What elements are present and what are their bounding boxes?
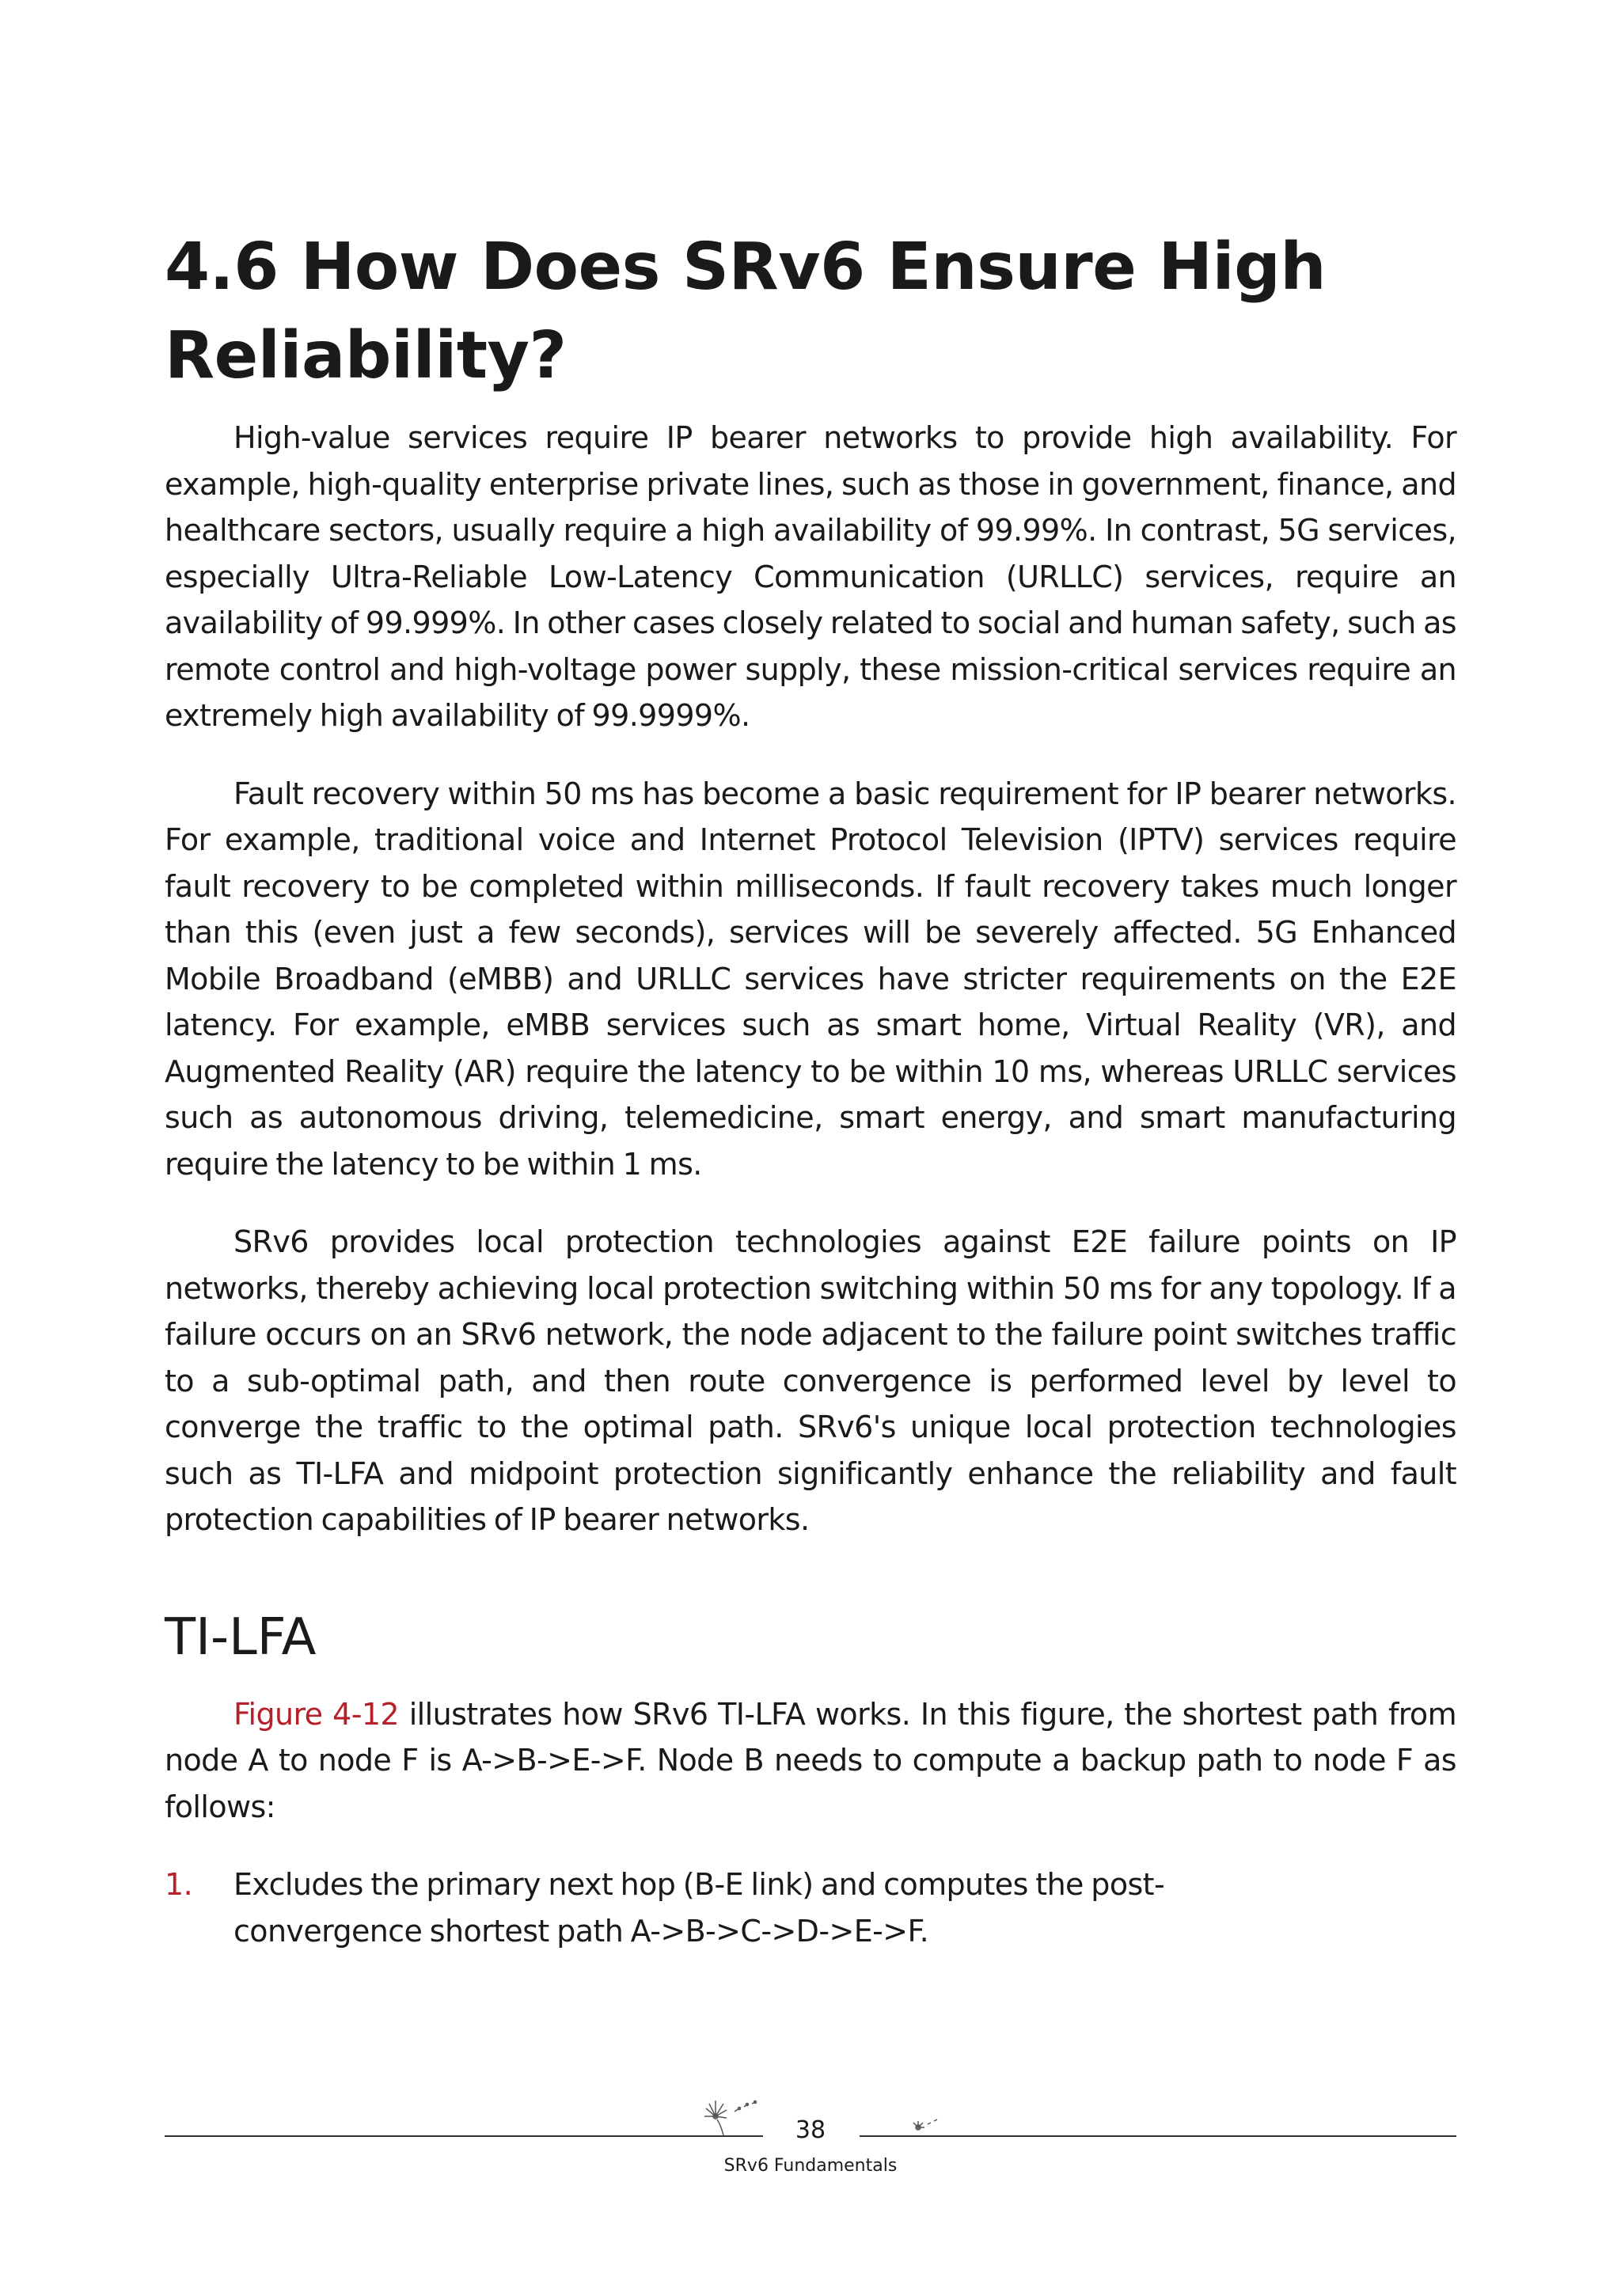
body-paragraph-ti-lfa-intro: [165, 1691, 1456, 1831]
list-item-text: Excludes the primary next hop (B-E link) and computes the post-convergence shortest path A->B->C->D->E->F.: [233, 1867, 1165, 1949]
page-number: 38: [795, 2116, 826, 2144]
body-paragraph-availability: High-value services require IP bearer networks to provide high availability. For example, high-quality enterprise private lines, such as those in government, finance, and healthcare sectors, usually require a high availability of 99.99%. In contrast, 5G services, especially Ultra-Reliable Low-Latency Communication (URLLC) services, require an availability of 99.999%. In other cases closely related to social and human safety, such as remote control and high-voltage power supply, these mission-critical services require an extremely high availability of 99.9999%.: [165, 420, 1456, 733]
page-title: 4.6 How Does SRv6 Ensure High Reliability?: [165, 230, 1327, 393]
intro-text: illustrates how SRv6 TI-LFA works. In this figure, the shortest path from node A to node F is A->B->E->F. Node B needs to compute a backup path to node F as follows:: [165, 1696, 1456, 1824]
list-item-number: 1.: [165, 1867, 193, 1902]
dandelion-icon: [700, 2097, 763, 2137]
dandelion-seed-icon: [910, 2115, 942, 2135]
body-paragraph-fault-recovery: Fault recovery within 50 ms has become a basic requirement for IP bearer networks. For example, traditional voice and Internet Protocol Television (IPTV) services require fault recovery to be completed within milliseconds. If fault recovery takes much longer than this (even just a few seconds), services will be severely affected. 5G Enhanced Mobile Broadband (eMBB) and URLLC services have stricter requirements on the E2E latency. For example, eMBB services such as smart home, Virtual Reality (VR), and Augmented Reality (AR) require the latency to be within 10 ms, whereas URLLC services such as autonomous driving, telemedicine, smart energy, and smart manufacturing require the latency to be within 1 ms.: [165, 776, 1456, 1182]
figure-reference-link[interactable]: Figure 4-12: [233, 1696, 399, 1732]
body-paragraph-local-protection: SRv6 provides local protection technologies against E2E failure points on IP networks, thereby achieving local protection switching within 50 ms for any topology. If a failure occurs on an SRv6 network, the node adjacent to the failure point switches traffic to a sub-optimal path, and then route convergence is performed level by level to converge the traffic to the optimal path. SRv6's unique local protection technologies such as TI-LFA and midpoint protection significantly enhance the reliability and fault protection capabilities of IP bearer networks.: [165, 1224, 1456, 1537]
list-item: [165, 1861, 1456, 1954]
section-heading-ti-lfa: TI-LFA: [165, 1607, 317, 1667]
footer-rule-right: [860, 2135, 1456, 2137]
footer-rule-left: [165, 2135, 763, 2137]
page-content: [165, 223, 1456, 1954]
footer-book-title: SRv6 Fundamentals: [723, 2156, 898, 2176]
